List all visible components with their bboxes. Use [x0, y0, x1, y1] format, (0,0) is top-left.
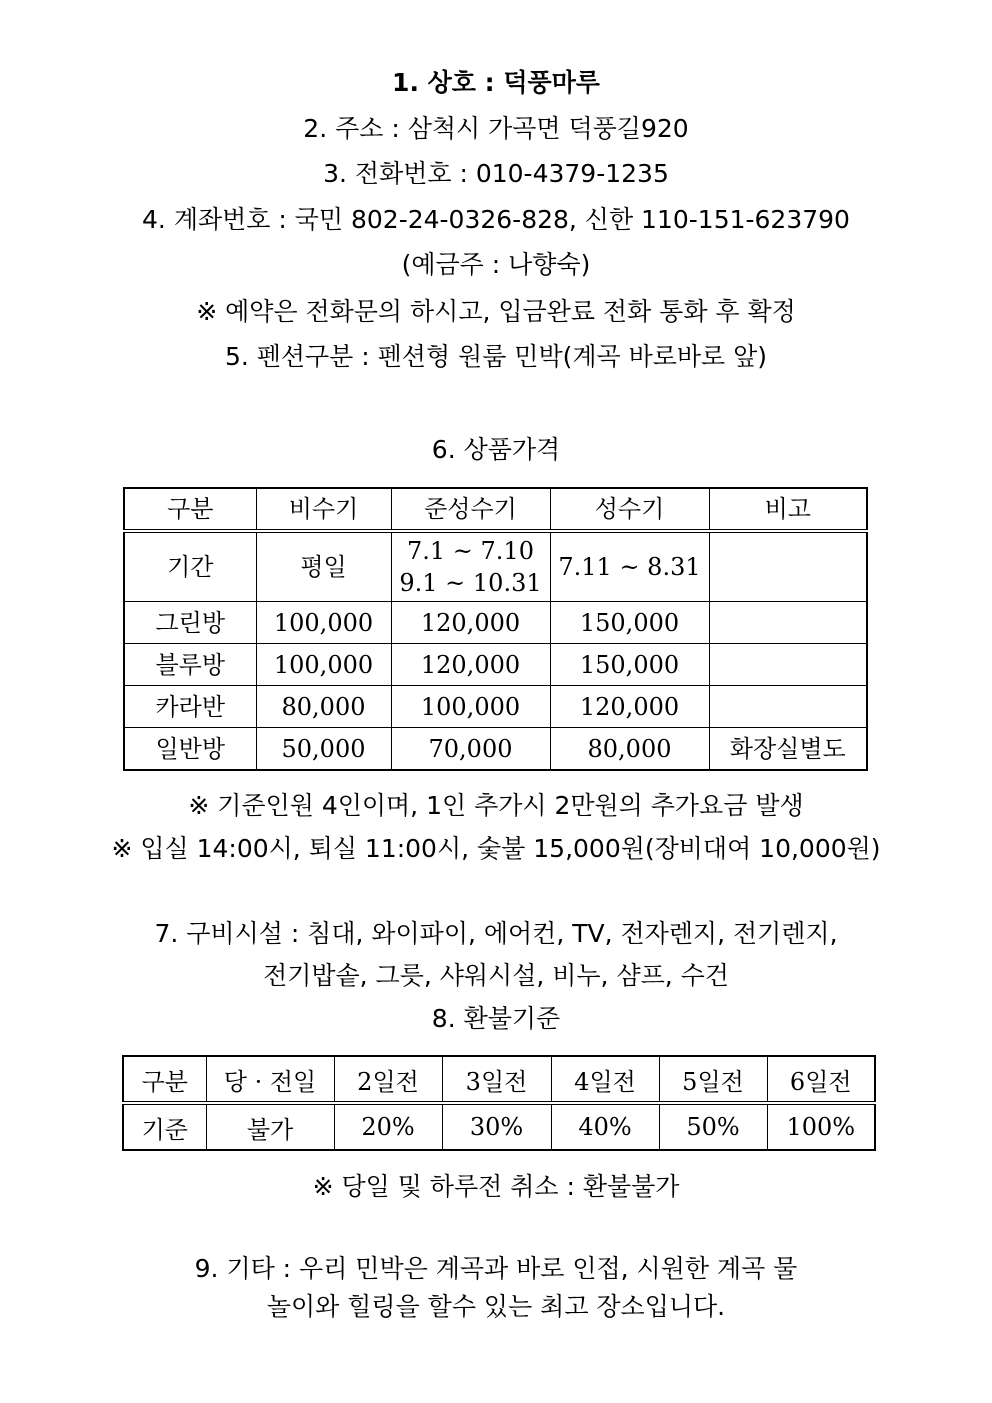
- price-peak: 150,000: [550, 644, 709, 686]
- refund-cell: 100%: [767, 1103, 875, 1150]
- price-off: 50,000: [256, 728, 391, 771]
- refund-value-row: [123, 1103, 875, 1150]
- price-semi: 100,000: [391, 686, 550, 728]
- price-header-cell: 비수기: [256, 488, 391, 531]
- etc-line-1: 9. 기타 : 우리 민박은 계곡과 바로 인접, 시원한 계곡 물: [194, 1254, 798, 1283]
- price-peak: 80,000: [550, 728, 709, 771]
- bank-account: 4. 계좌번호 : 국민 802-24-0326-828, 신한 110-151-623790: [142, 205, 850, 234]
- etc-line-2: 놀이와 힐링을 할수 있는 최고 장소입니다.: [266, 1292, 726, 1321]
- room-name: 그린방: [124, 602, 256, 644]
- price-heading: 6. 상품가격: [431, 435, 561, 464]
- occupancy-note: ※ 기준인원 4인이며, 1인 추가시 2만원의 추가요금 발생: [188, 791, 804, 820]
- period-peak-season: 7.11 ~ 8.31: [550, 531, 709, 602]
- refund-header-cell: 3일전: [442, 1056, 551, 1103]
- table-row: [124, 602, 867, 644]
- refund-note: ※ 당일 및 하루전 취소 : 환불불가: [312, 1172, 680, 1201]
- price-header-cell: 준성수기: [391, 488, 550, 531]
- price-off: 100,000: [256, 602, 391, 644]
- facilities-line-2: 전기밥솥, 그릇, 샤워시설, 비누, 샴프, 수건: [263, 961, 729, 990]
- price-header-cell: 비고: [709, 488, 867, 531]
- facilities-line-1: 7. 구비시설 : 침대, 와이파이, 에어컨, TV, 전자렌지, 전기렌지,: [154, 919, 838, 948]
- refund-heading: 8. 환불기준: [431, 1004, 561, 1033]
- refund-table: [122, 1055, 876, 1151]
- checkin-note: ※ 입실 14:00시, 퇴실 11:00시, 숯불 15,000원(장비대여 10,000원): [111, 834, 881, 863]
- price-table: [123, 487, 868, 771]
- room-name: 블루방: [124, 644, 256, 686]
- refund-header-row: [123, 1056, 875, 1103]
- address: 2. 주소 : 삼척시 가곡면 덕풍길920: [303, 114, 689, 143]
- refund-cell: 50%: [659, 1103, 767, 1150]
- price-peak: 120,000: [550, 686, 709, 728]
- refund-cell: 기준: [123, 1103, 206, 1150]
- room-name: 카라반: [124, 686, 256, 728]
- phone-number: 3. 전화번호 : 010-4379-1235: [323, 159, 669, 188]
- price-note: [709, 686, 867, 728]
- price-semi: 120,000: [391, 602, 550, 644]
- refund-cell: 불가: [206, 1103, 334, 1150]
- price-off: 100,000: [256, 644, 391, 686]
- price-note: [709, 644, 867, 686]
- period-semi-line-2: 9.1 ~ 10.31: [399, 569, 542, 597]
- period-off-season: 평일: [256, 531, 391, 602]
- reservation-note: ※ 예약은 전화문의 하시고, 입금완료 전화 통화 후 확정: [196, 297, 796, 326]
- refund-cell: 40%: [551, 1103, 659, 1150]
- pension-type: 5. 펜션구분 : 펜션형 원룸 민박(계곡 바로바로 앞): [224, 342, 768, 371]
- room-name: 일반방: [124, 728, 256, 771]
- table-row: [124, 686, 867, 728]
- period-semi-line-1: 7.1 ~ 7.10: [407, 537, 534, 565]
- refund-header-cell: 5일전: [659, 1056, 767, 1103]
- refund-cell: 30%: [442, 1103, 551, 1150]
- price-note: [709, 602, 867, 644]
- refund-header-cell: 2일전: [334, 1056, 442, 1103]
- period-row: [124, 531, 867, 602]
- price-off: 80,000: [256, 686, 391, 728]
- price-note: 화장실별도: [709, 728, 867, 771]
- refund-cell: 20%: [334, 1103, 442, 1150]
- price-peak: 150,000: [550, 602, 709, 644]
- refund-header-cell: 구분: [123, 1056, 206, 1103]
- refund-header-cell: 6일전: [767, 1056, 875, 1103]
- table-row: [124, 728, 867, 771]
- refund-header-cell: 4일전: [551, 1056, 659, 1103]
- account-holder: (예금주 : 나향숙): [401, 250, 591, 279]
- business-name: 1. 상호 : 덕풍마루: [392, 68, 600, 97]
- period-semi-season: [391, 531, 550, 602]
- price-header-cell: 구분: [124, 488, 256, 531]
- period-label: 기간: [124, 531, 256, 602]
- refund-header-cell: 당 · 전일: [206, 1056, 334, 1103]
- period-note: [709, 531, 867, 602]
- price-header-cell: 성수기: [550, 488, 709, 531]
- table-row: [124, 644, 867, 686]
- price-semi: 70,000: [391, 728, 550, 771]
- price-header-row: [124, 488, 867, 531]
- price-semi: 120,000: [391, 644, 550, 686]
